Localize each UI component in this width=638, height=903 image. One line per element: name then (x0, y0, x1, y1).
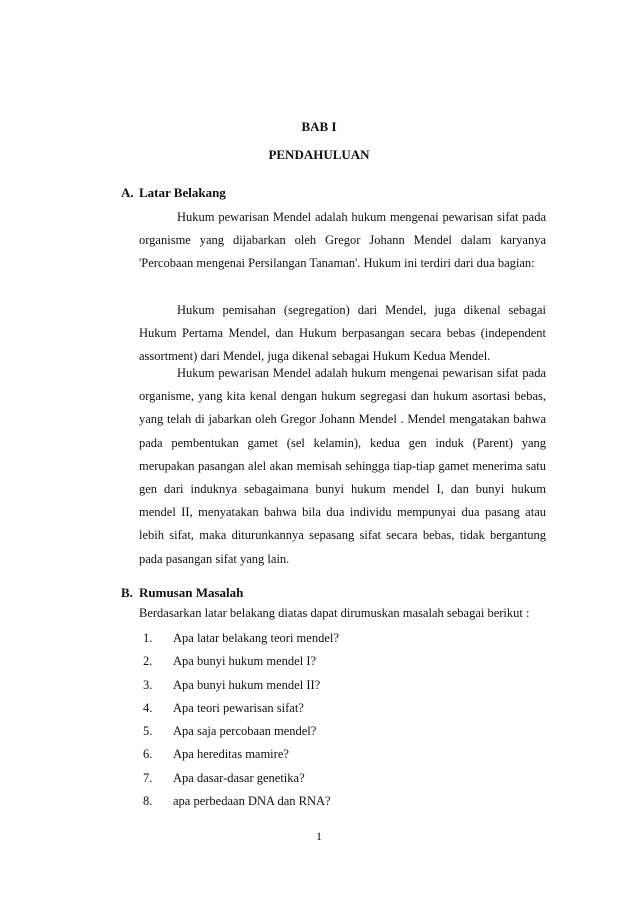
list-item: 5. Apa saja percobaan mendel? (143, 724, 317, 739)
section-b-letter: B. (121, 585, 133, 600)
page-number: 1 (316, 829, 322, 843)
list-item: 1. Apa latar belakang teori mendel? (143, 631, 339, 645)
section-a-letter: A. (121, 185, 134, 200)
section-b-intro: Berdasarkan latar belakang diatas dapat dirumuskan masalah sebagai berikut : (139, 606, 530, 620)
section-b-heading (121, 585, 243, 601)
list-item: 2. Apa bunyi hukum mendel I? (143, 654, 317, 669)
section-b-title: Rumusan Masalah (139, 585, 244, 600)
chapter-number: BAB I (301, 119, 337, 134)
section-a-title: Latar Belakang (139, 185, 226, 200)
paragraph-2: Hukum pemisahan (segregation) dari Mendel, juga dikenal sebagai Hukum Pertama Mendel, dan Hukum berpasangan secara bebas (independent assortment) dari Mendel, juga dikenal sebagai Hukum Kedua Mendel. (139, 303, 546, 364)
list-item: 3. Apa bunyi hukum mendel II? (143, 677, 321, 692)
paragraph-1: Hukum pewarisan Mendel adalah hukum mengenai pewarisan sifat pada organisme yang dijabarkan oleh Gregor Johann Mendel dalam karyanya 'Percobaan mengenai Persilangan Tanaman'. Hukum ini terdiri dari dua bagian: (139, 210, 546, 271)
list-item: 4. Apa teori pewarisan sifat? (143, 700, 304, 715)
list-item: 7. Apa dasar-dasar genetika? (143, 770, 305, 785)
problem-list (143, 627, 339, 813)
paragraph-3: Hukum pewarisan Mendel adalah hukum mengenai pewarisan sifat pada organisme, yang kita kenal dengan hukum segregasi dan hukum asortasi bebas, yang telah di jabarkan oleh Gregor Johann Mendel . Mendel mengatakan bahwa pada pembentukan gamet (sel kelamin), kedua gen induk (Parent) yang merupakan pasangan alel akan memisah sehingga tiap-tiap gamet menerima satu gen dari induknya sebagaimana bunyi hukum mendel I, dan bunyi hukum mendel II, menyatakan bahwa bila dua individu mempunyai dua pasang atau lebih sifat, maka diturunkannya sepasang sifat secara bebas, tidak bergantung pada pasangan sifat yang lain. (139, 366, 546, 566)
list-item: 8. apa perbedaan DNA dan RNA? (143, 794, 331, 809)
chapter-title: PENDAHULUAN (268, 147, 370, 162)
list-item: 6. Apa hereditas mamire? (143, 747, 289, 762)
section-a-heading (121, 185, 226, 201)
